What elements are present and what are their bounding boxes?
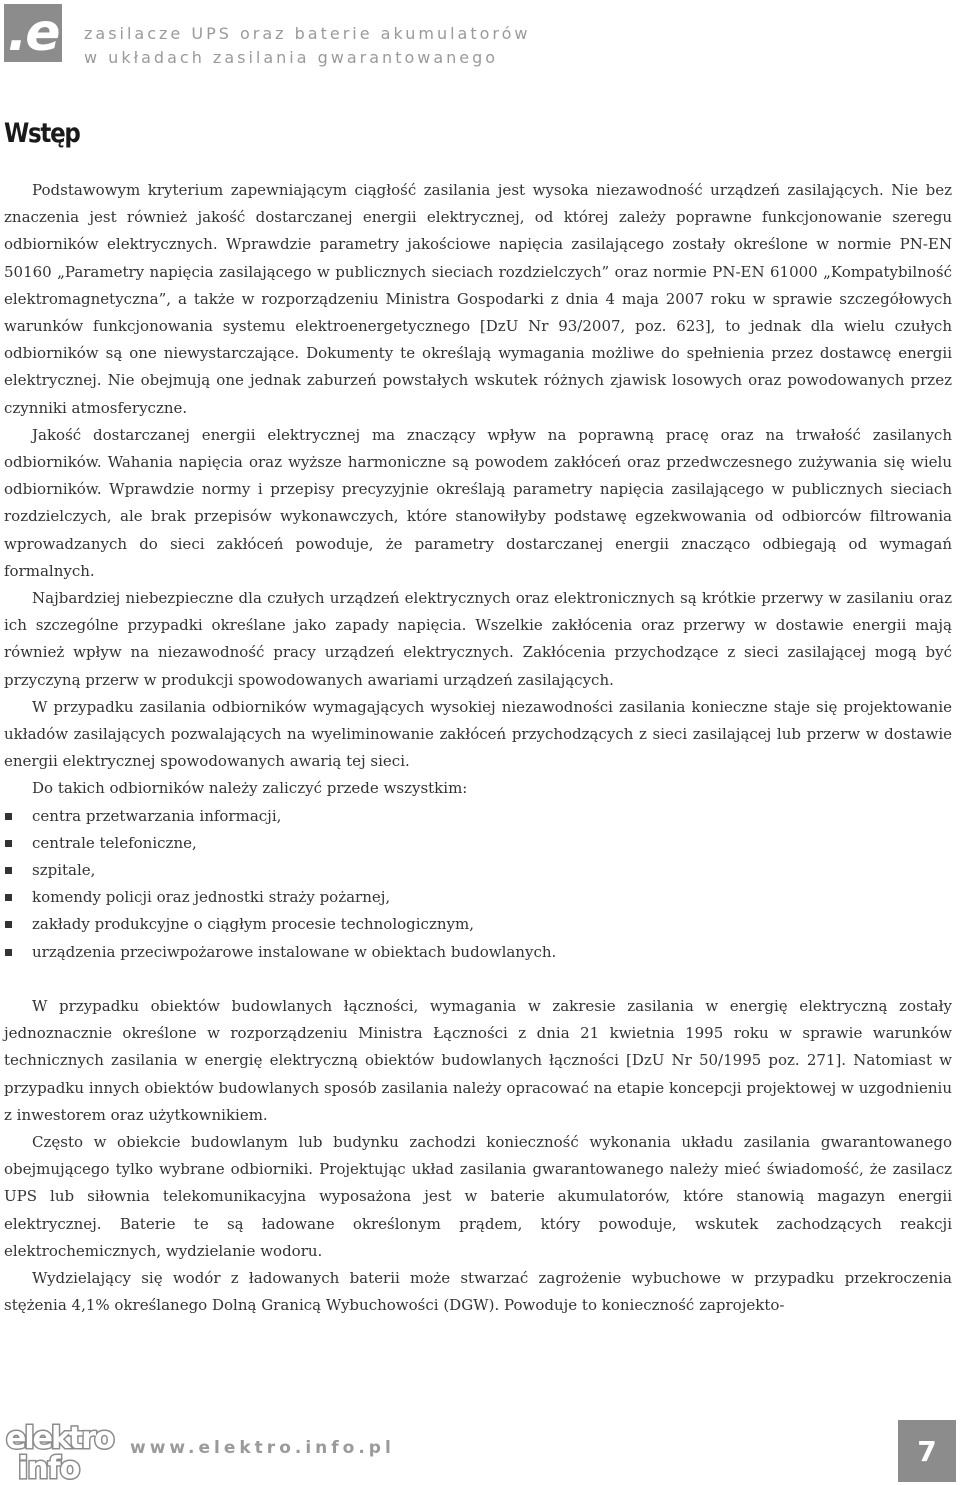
tagline-line-1: zasilacze UPS oraz baterie akumulatorów xyxy=(84,24,531,43)
list-item: urządzenia przeciwpożarowe instalowane w obiektach budowlanych. xyxy=(4,939,952,966)
paragraph: Wydzielający się wodór z ładowanych baterii może stwarzać zagrożenie wybuchowe w przypadku przekroczenia stężenia 4,1% określanego Dolną Granicą Wybuchowości (DGW). Powoduje to konieczność zaprojekto- xyxy=(4,1268,952,1315)
article-body xyxy=(4,177,952,1319)
header-logo xyxy=(4,4,62,62)
elektro-info-logo xyxy=(4,1418,116,1480)
paragraph: Do takich odbiorników należy zaliczyć przede wszystkim: xyxy=(32,779,468,798)
paragraph: Jakość dostarczanej energii elektrycznej ma znaczący wpływ na poprawną pracę oraz na trwałość zasilanych odbiorników. Wahania napięcia oraz wyższe harmoniczne są powodem zakłóceń oraz przedwczesnego zużywania się wielu odbiorników. Wprawdzie normy i przepisy precyzyjnie określają parametry napięcia zasilającego w publicznych sieciach rozdzielczych, ale brak przepisów wykonawczych, które stanowiłyby podstawę egzekwowania od odbiorców filtrowania wprowadzanych do sieci zakłóceń powoduje, że parametry dostarczanej energii znacząco odbiegają od wymagań formalnych. xyxy=(4,425,952,580)
bullet-list xyxy=(4,803,952,966)
page-number: 7 xyxy=(898,1420,956,1482)
logo-line-2: info xyxy=(18,1451,80,1480)
tagline-line-2: w układach zasilania gwarantowanego xyxy=(84,48,499,67)
list-item: centrale telefoniczne, xyxy=(4,830,952,857)
list-item: komendy policji oraz jednostki straży pożarnej, xyxy=(4,884,952,911)
list-item: centra przetwarzania informacji, xyxy=(4,803,952,830)
section-title: Wstęp xyxy=(4,118,80,149)
footer-url[interactable]: www.elektro.info.pl xyxy=(130,1438,395,1458)
paragraph: W przypadku obiektów budowlanych łączności, wymagania w zakresie zasilania w energię elektryczną zostały jednoznacznie określone w rozporządzeniu Ministra Łączności z dnia 21 kwietnia 1995 roku w sprawie warunków technicznych zasilania w energię elektryczną obiektów budowlanych łączności [DzU Nr 50/1995 poz. 271]. Natomiast w przypadku innych obiektów budowlanych sposób zasilania należy opracować na etapie koncepcji projektowej w uzgodnieniu z inwestorem oraz użytkownikiem. xyxy=(4,996,952,1124)
logo-line-1: elektro xyxy=(6,1421,113,1456)
paragraph: Podstawowym kryterium zapewniającym ciągłość zasilania jest wysoka niezawodność urządzeń zasilających. Nie bez znaczenia jest również jakość dostarczanej energii elektrycznej, od której zależy poprawne funkcjonowanie szeregu odbiorników elektrycznych. Wprawdzie parametry jakościowe napięcia zasilającego zostały określone w normie PN-EN 50160 „Parametry napięcia zasilającego w publicznych sieciach rozdzielczych” oraz normie PN-EN 61000 „Kompatybilność elektromagnetyczna”, a także w rozporządzeniu Ministra Gospodarki z dnia 4 maja 2007 roku w sprawie szczegółowych warunków funkcjonowania systemu elektroenergetycznego [DzU Nr 93/2007, poz. 623], to jednak dla wielu czułych odbiorników są one niewystarczające. Dokumenty te określają wymagania możliwe do spełnienia przez dostawcę energii elektrycznej. Nie obejmują one jednak zaburzeń powstałych wskutek różnych zjawisk losowych oraz powodowanych przez czynniki atmosferyczne. xyxy=(4,181,952,417)
logo-letter: .e xyxy=(7,3,59,63)
paragraph: W przypadku zasilania odbiorników wymagających wysokiej niezawodności zasilania konieczne staje się projektowanie układów zasilających pozwalających na wyeliminowanie zakłóceń przychodzących z sieci zasilającej lub przerw w dostawie energii elektrycznej spowodowanych awarią tej sieci. xyxy=(4,697,952,771)
paragraph: Najbardziej niebezpieczne dla czułych urządzeń elektrycznych oraz elektronicznych są krótkie przerwy w zasilaniu oraz ich szczególne przypadki określane jako zapady napięcia. Wszelkie zakłócenia oraz przerwy w dostawie energii mają również wpływ na niezawodność pracy urządzeń elektrycznych. Zakłócenia przychodzące z sieci zasilającej mogą być przyczyną przerw w produkcji spowodowanych awariami urządzeń zasilających. xyxy=(4,589,952,689)
list-item: zakłady produkcyjne o ciągłym procesie technologicznym, xyxy=(4,911,952,938)
paragraph: Często w obiekcie budowlanym lub budynku zachodzi konieczność wykonania układu zasilania gwarantowanego obejmującego tylko wybrane odbiorniki. Projektując układ zasilania gwarantowanego należy mieć świadomość, że zasilacz UPS lub siłownia telekomunikacyjna wyposażona jest w baterie akumulatorów, które stanowią magazyn energii elektrycznej. Baterie te są ładowane określonym prądem, który powoduje, wskutek zachodzących reakcji elektrochemicznych, wydzielanie wodoru. xyxy=(4,1132,952,1260)
list-item: szpitale, xyxy=(4,857,952,884)
header-tagline xyxy=(84,22,531,70)
